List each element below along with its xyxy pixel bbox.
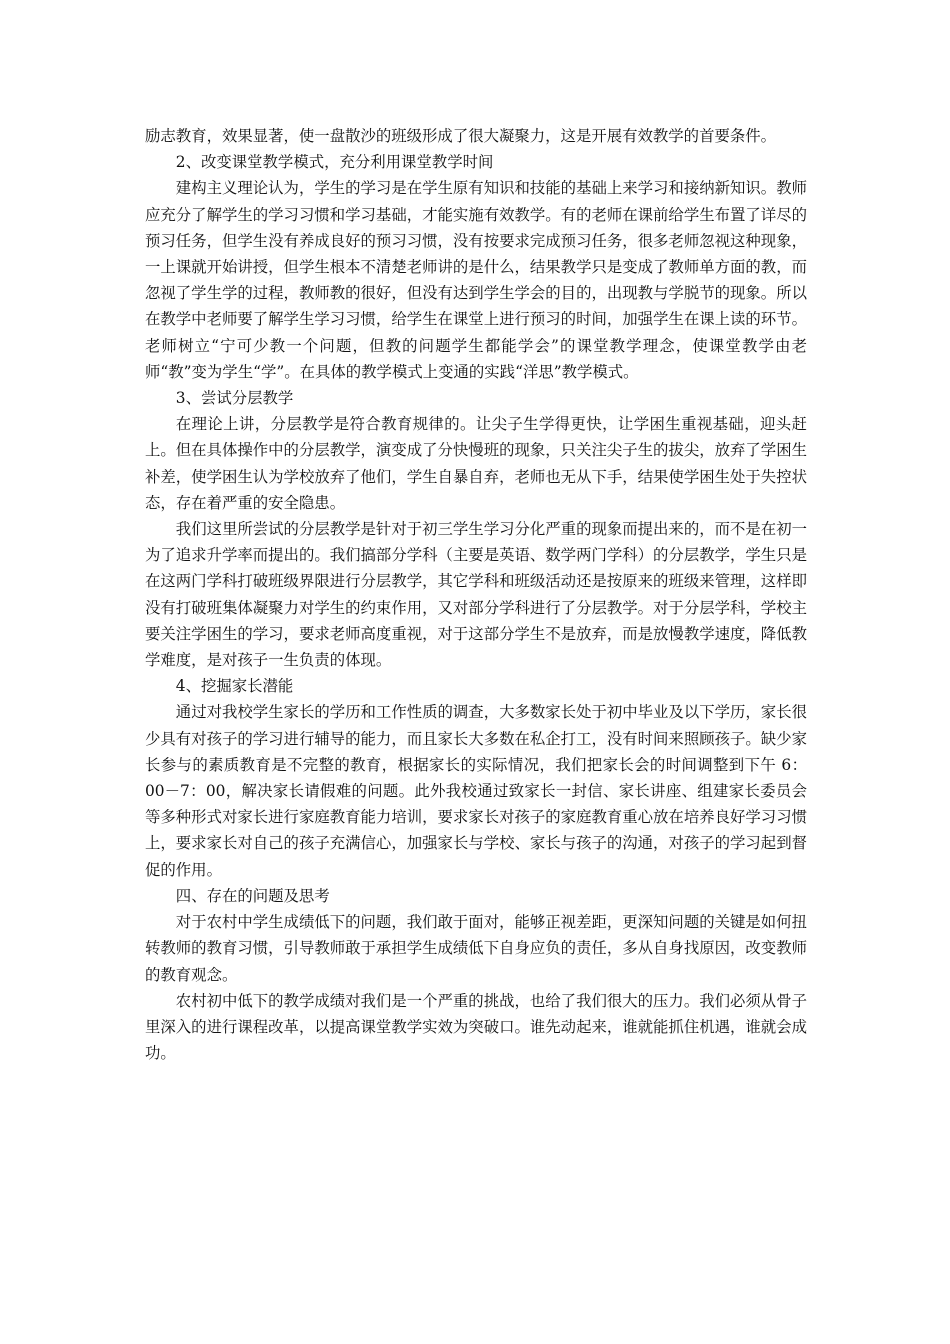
body-paragraph: 通过对我校学生家长的学历和工作性质的调查，大多数家长处于初中毕业及以下学历，家长很少具有对孩子的学习进行辅导的能力，而且家长大多数在私企打工，没有时间来照顾孩子。缺少家长参与的素质教育是不完整的教育，根据家长的实际情况，我们把家长会的时间调整到下午 6：00－7：00，解决家长请假难的问题。此外我校通过致家长一封信、家长讲座、组建家长委员会等多种形式对家长进行家庭教育能力培训，要求家长对孩子的家庭教育重心放在培养良好学习习惯上，要求家长对自己的孩子充满信心，加强家长与学校、家长与孩子的沟通，对孩子的学习起到督促的作用。 [145, 703, 807, 879]
paragraph-continuation: 励志教育，效果显著，使一盘散沙的班级形成了很大凝聚力，这是开展有效教学的首要条件。 [145, 127, 777, 145]
body-paragraph: 对于农村中学生成绩低下的问题，我们敢于面对，能够正视差距，更深知问题的关键是如何扭转教师的教育习惯，引导教师敢于承担学生成绩低下自身应负的责任，多从自身找原因，改变教师的教育观念。 [145, 913, 807, 984]
body-paragraph: 农村初中低下的教学成绩对我们是一个严重的挑战，也给了我们很大的压力。我们必须从骨子里深入的进行课程改革，以提高课堂教学实效为突破口。谁先动起来，谁就能抓住机遇，谁就会成功。 [145, 991, 807, 1063]
body-paragraph: 建构主义理论认为，学生的学习是在学生原有知识和技能的基础上来学习和接纳新知识。教师应充分了解学生的学习习惯和学习基础，才能实施有效教学。有的老师在课前给学生布置了详尽的预习任务，但学生没有养成良好的预习习惯，没有按要求完成预习任务，很多老师忽视这种现象，一上课就开始讲授，但学生根本不清楚老师讲的是什么，结果教学只是变成了教师单方面的教，而忽视了学生学的过程，教师教的很好，但没有达到学生学会的目的，出现教与学脱节的现象。所以在教学中老师要了解学生学习习惯，给学生在课堂上进行预习的时间，加强学生在课上读的环节。老师树立“宁可少教一个问题，但教的问题学生都能学会”的课堂教学理念，使课堂教学由老师“教”变为学生“学”。在具体的教学模式上变通的实践“洋思”教学模式。 [145, 179, 807, 381]
section-heading-four: 四、存在的问题及思考 [175, 886, 330, 905]
body-paragraph: 在理论上讲，分层教学是符合教育规律的。让尖子生学得更快，让学困生重视基础，迎头赶上。但在具体操作中的分层教学，演变成了分快慢班的现象，只关注尖子生的拔尖，放弃了学困生补差，使学困生认为学校放弃了他们，学生自暴自弃，老师也无从下手，结果使学困生处于失控状态，存在着严重的安全隐患。 [145, 415, 807, 512]
body-paragraph: 我们这里所尝试的分层教学是针对于初三学生学习分化严重的现象而提出来的，而不是在初一为了追求升学率而提出的。我们搞部分学科（主要是英语、数学两门学科）的分层教学，学生只是在这两门学科打破班级界限进行分层教学，其它学科和班级活动还是按原来的班级来管理，这样即没有打破班集体凝聚力对学生的约束作用，又对部分学科进行了分层教学。对于分层学科，学校主要关注学困生的学习，要求老师高度重视，对于这部分学生不是放弃，而是放慢教学速度，降低教学难度，是对孩子一生负责的体现。 [145, 520, 807, 670]
document-page [145, 123, 807, 1066]
section-heading-4: 4、挖掘家长潜能 [175, 677, 294, 696]
section-heading-2: 2、改变课堂教学模式，充分利用课堂教学时间 [175, 153, 494, 172]
section-heading-3: 3、尝试分层教学 [175, 389, 294, 408]
